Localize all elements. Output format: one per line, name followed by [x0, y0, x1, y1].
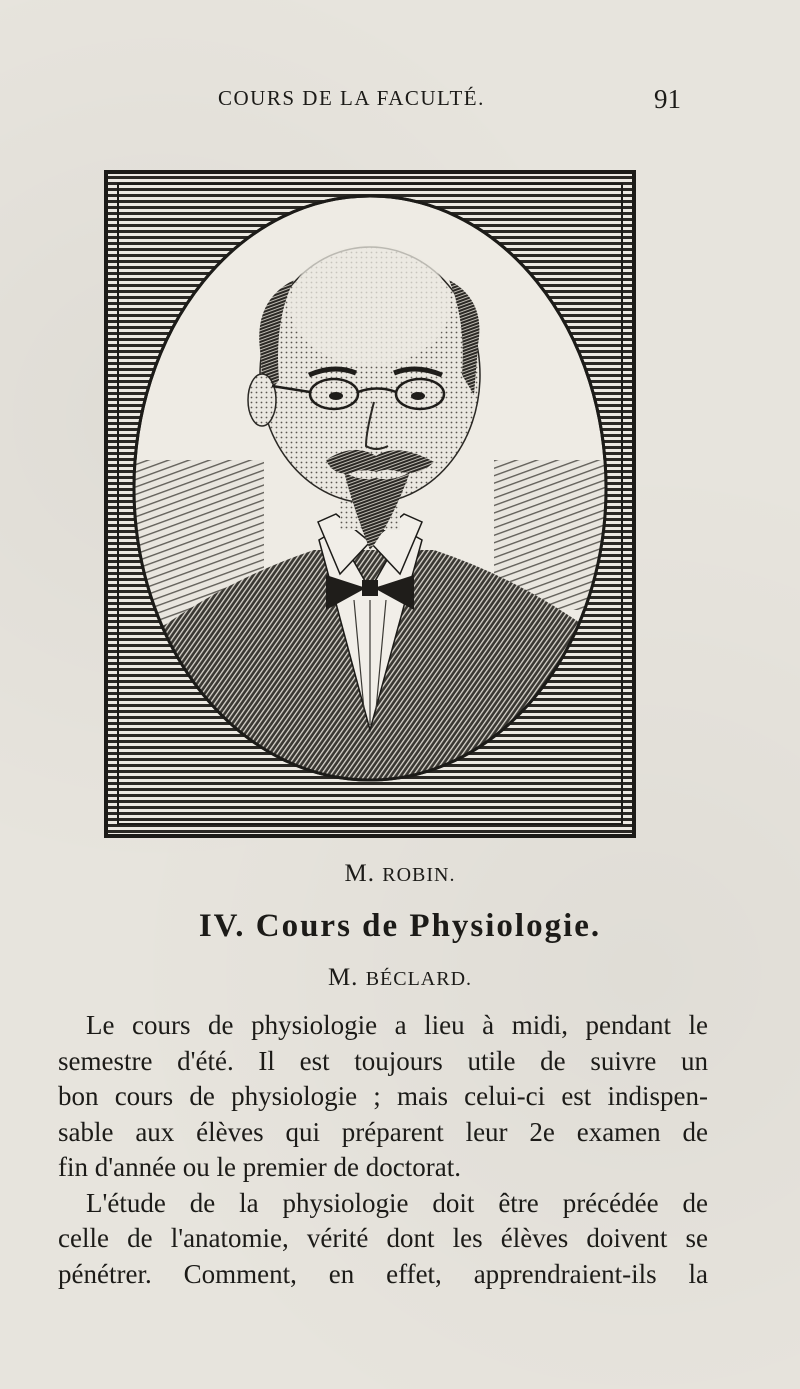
portrait-caption	[0, 860, 800, 888]
author-name: BÉCLARD.	[365, 968, 473, 990]
author-prefix: M.	[327, 964, 366, 991]
page-number: 91	[654, 84, 681, 114]
engraved-portrait-icon	[104, 170, 636, 838]
paragraph-1	[58, 1008, 708, 1186]
text-line: bon cours de physiologie ; mais celui-ci est indispen-	[58, 1081, 708, 1111]
text-line: Le cours de physiologie a lieu à midi, pendant le	[86, 1010, 708, 1040]
caption-name: ROBIN.	[382, 864, 456, 886]
portrait-engraving	[104, 170, 636, 838]
paragraph-2	[58, 1186, 708, 1293]
text-line: pénétrer. Comment, en effet, apprendraient-ils la	[58, 1258, 708, 1289]
caption-prefix: M.	[344, 860, 383, 887]
text-line: celle de l'anatomie, vérité dont les élèves doivent se	[58, 1223, 708, 1253]
running-head	[0, 84, 800, 114]
text-line: sable aux élèves qui préparent leur 2e examen de	[58, 1116, 708, 1147]
text-line: fin d'année ou le premier de doctorat.	[58, 1152, 461, 1182]
author-line	[0, 964, 800, 992]
text-line: semestre d'été. Il est toujours utile de suivre un	[58, 1045, 708, 1076]
section-heading: IV. Cours de Physiologie.	[198, 908, 602, 944]
running-title: COURS DE LA FACULTÉ.	[218, 86, 485, 110]
text-line: L'étude de la physiologie doit être précédée de	[86, 1187, 708, 1218]
body-text	[58, 1008, 708, 1292]
